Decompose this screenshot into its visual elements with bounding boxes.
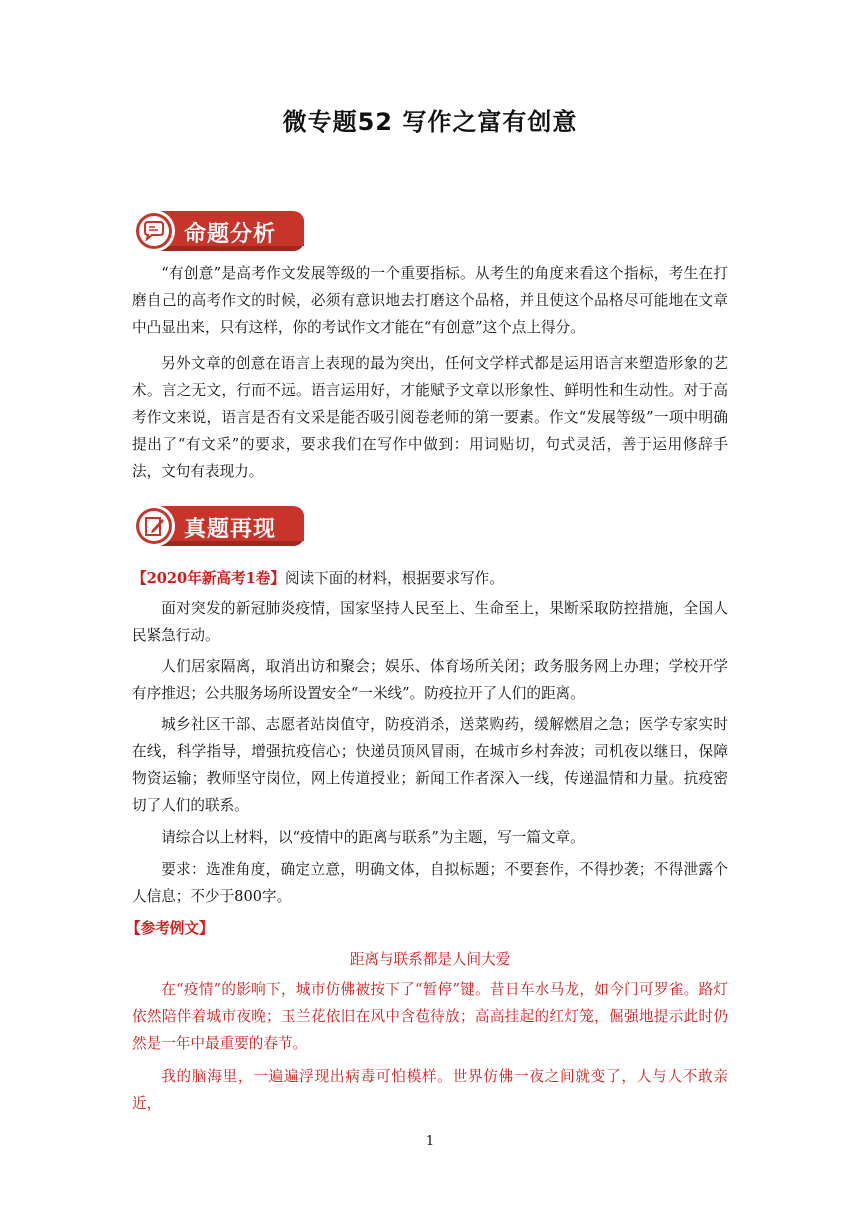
exam-paragraph-4: 请综合以上材料，以“疫情中的距离与联系”为主题，写一篇文章。 <box>161 829 585 846</box>
section-banner-analysis <box>132 208 304 254</box>
analysis-paragraph-1: “有创意”是高考作文发展等级的一个重要指标。从考生的角度来看这个指标，考生在打磨自己的高考作文的时候，必须有意识地去打磨这个品格，并且使这个品格尽可能地在文章中凸显出来，只有这样，你的考试作文才能在“有创意”这个点上得分。 <box>132 265 728 336</box>
section-banner-real-exam <box>132 503 304 549</box>
sample-essay-title: 距离与联系都是人间大爱 <box>349 951 511 968</box>
sample-essay-tag: 【参考例文】 <box>126 920 214 937</box>
sample-paragraph-1: 在“疫情”的影响下，城市仿佛被按下了“暂停”键。昔日车水马龙，如今门可罗雀。路灯依然陪伴着城市夜晚；玉兰花依旧在风中含苞待放；高高挂起的红灯笼，倔强地提示此时仍然是一年中最重要的春节。 <box>132 981 728 1052</box>
speech-bubble-icon <box>140 217 168 245</box>
exam-paragraph-1: 面对突发的新冠肺炎疫情，国家坚持人民至上、生命至上，果断采取防控措施，全国人民紧急行动。 <box>132 600 728 644</box>
exam-paragraph-5: 要求：选准角度，确定立意，明确文体，自拟标题；不要套作，不得抄袭；不得泄露个人信息；不少于800字。 <box>132 861 728 905</box>
edit-note-icon <box>140 512 168 540</box>
page-title: 微专题52 写作之富有创意 <box>282 108 578 136</box>
exam-paragraph-3: 城乡社区干部、志愿者站岗值守，防疫消杀，送菜购药，缓解燃眉之急；医学专家实时在线，科学指导，增强抗疫信心；快递员顶风冒雨，在城市乡村奔波；司机夜以继日，保障物资运输；教师坚守岗位，网上传道授业；新闻工作者深入一线，传递温情和力量。抗疫密切了人们的联系。 <box>132 716 728 814</box>
exam-intro: 阅读下面的材料，根据要求写作。 <box>284 570 504 587</box>
exam-source-tag: 【2020年新高考1卷】 <box>132 570 285 587</box>
section-heading-analysis: 命题分析 <box>184 222 277 247</box>
sample-paragraph-2: 我的脑海里，一遍遍浮现出病毒可怕模样。世界仿佛一夜之间就变了，人与人不敢亲近， <box>132 1068 728 1112</box>
analysis-paragraph-2: 另外文章的创意在语言上表现的最为突出，任何文学样式都是运用语言来塑造形象的艺术。言之无文，行而不远。语言运用好，才能赋予文章以形象性、鲜明性和生动性。对于高考作文来说，语言是否有文采是能否吸引阅卷老师的第一要素。作文“发展等级”一项中明确提出了“有文采”的要求，要求我们在写作中做到：用词贴切，句式灵活，善于运用修辞手法，文句有表现力。 <box>132 355 728 480</box>
section-heading-real-exam: 真题再现 <box>184 517 277 542</box>
exam-intro-line <box>132 565 728 592</box>
exam-paragraph-2: 人们居家隔离，取消出访和聚会；娱乐、体育场所关闭；政务服务网上办理；学校开学有序推迟；公共服务场所设置安全“一米线”。防疫拉开了人们的距离。 <box>132 658 728 702</box>
page-number: 1 <box>425 1134 435 1149</box>
